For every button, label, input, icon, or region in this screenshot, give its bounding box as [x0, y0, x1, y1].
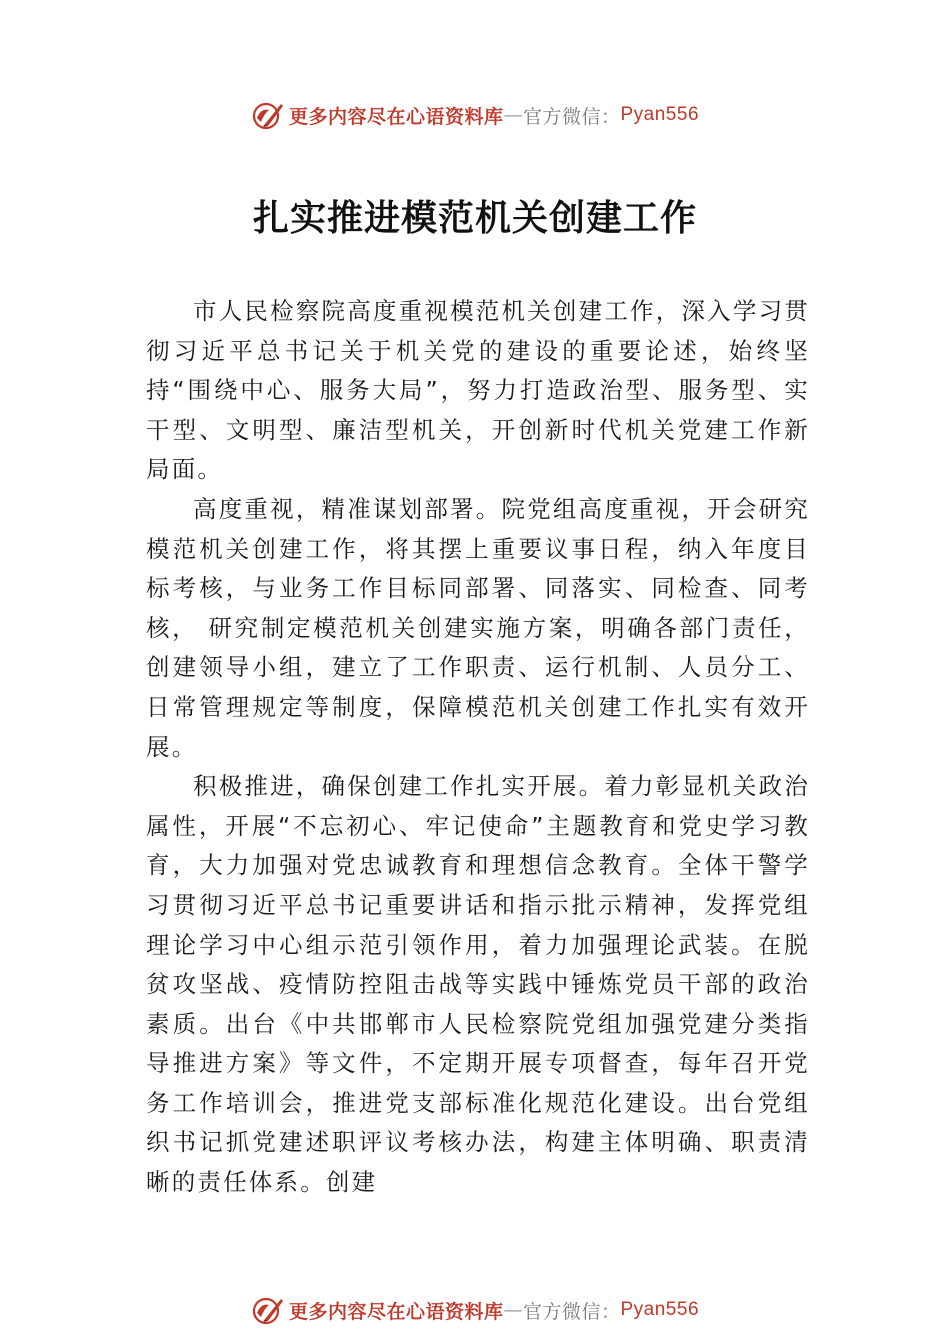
banner-separator: —	[503, 104, 523, 126]
banner-wechat-label: 官方微信：	[522, 1300, 621, 1323]
paragraph-planning: 高度重视，精准谋划部署。院党组高度重视，开会研究模范机关创建工作，将其摆上重要议事日程，纳入年度目标考核，与业务工作目标同部署、同落实、同检查、同考核， 研究制定模范机关创建实施方案，明确各部门责任，创建领导小组，建立了工作职责、运行机制、人员分工、日常管理规定等制度，保障模范机关创建工作扎实有效开展。	[146, 494, 810, 761]
banner-brand: 更多内容尽在心语资料库	[288, 105, 504, 128]
banner-wechat-id: Pyan556	[620, 1299, 700, 1320]
banner-wechat-label: 官方微信：	[522, 105, 621, 128]
paragraph-advancing: 积极推进，确保创建工作扎实开展。着力彰显机关政治属性，开展“不忘初心、牢记使命”主题教育和党史学习教育，大力加强对党忠诚教育和理想信念教育。全体干警学习贯彻习近平总书记重要讲话和指示批示精神，发挥党组理论学习中心组示范引领作用，着力加强理论武装。在脱贫攻坚战、疫情防控阻击战等实践中锤炼党员干部的政治素质。出台《中共邯郸市人民检察院党组加强党建分类指导推进方案》等文件，不定期开展专项督查，每年召开党务工作培训会，推进党支部标准化规范化建设。出台党组织书记抓党建述职评议考核办法，构建主体明确、职责清晰的责任体系。创建	[146, 772, 810, 1197]
banner-brand: 更多内容尽在心语资料库	[288, 1300, 504, 1323]
paragraph-intro: 市人民检察院高度重视模范机关创建工作，深入学习贯彻习近平总书记关于机关党的建设的重要论述，始终坚持“围绕中心、服务大局”，努力打造政治型、服务型、实干型、文明型、廉洁型机关，开创新时代机关党建工作新局面。	[146, 297, 810, 484]
pen-logo-icon	[251, 1293, 285, 1327]
footer-banner	[0, 1290, 950, 1330]
banner-wechat-id: Pyan556	[620, 104, 700, 125]
document-title: 扎实推进模范机关创建工作	[252, 197, 697, 239]
pen-logo-icon	[251, 98, 285, 132]
header-banner	[0, 95, 950, 135]
banner-separator: —	[503, 1299, 523, 1321]
document-body	[146, 292, 810, 1203]
